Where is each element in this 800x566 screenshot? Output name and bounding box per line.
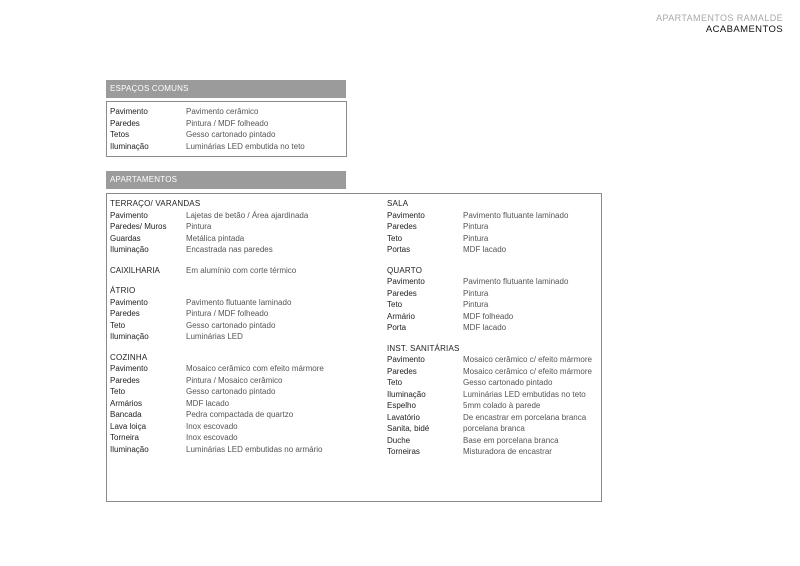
spec-value: Gesso cartonado pintado bbox=[186, 320, 276, 330]
spec-row bbox=[387, 221, 592, 233]
spec-label: Porta bbox=[387, 323, 407, 332]
spec-row bbox=[110, 398, 324, 410]
spec-row bbox=[110, 409, 324, 421]
spec-row bbox=[387, 322, 592, 334]
spec-label: Paredes bbox=[387, 288, 417, 298]
spec-label: Teto bbox=[110, 387, 126, 396]
spec-value: porcelana branca bbox=[463, 424, 525, 433]
spec-row bbox=[387, 244, 592, 256]
spec-label: Iluminação bbox=[387, 389, 426, 399]
spec-row bbox=[110, 320, 324, 332]
spec-value: Luminárias LED embutidas no armário bbox=[186, 444, 323, 454]
spec-label: CAIXILHARIA bbox=[110, 265, 160, 275]
spec-group bbox=[110, 198, 324, 256]
comuns-list bbox=[110, 106, 305, 152]
spec-row bbox=[110, 432, 324, 444]
page-header bbox=[656, 12, 783, 36]
spec-label: Armário bbox=[387, 311, 416, 321]
spec-label: Teto bbox=[110, 320, 126, 330]
spec-label: Torneiras bbox=[387, 447, 420, 456]
spec-value: Luminárias LED bbox=[186, 332, 243, 341]
spec-group-title: COZINHA bbox=[110, 352, 148, 362]
spec-row bbox=[110, 297, 324, 309]
spec-value: Pavimento cerâmico bbox=[186, 107, 259, 116]
spec-row bbox=[387, 446, 592, 458]
spec-label: Portas bbox=[387, 245, 411, 254]
spec-group-title: INST. SANITÁRIAS bbox=[387, 343, 460, 353]
spec-label: Paredes bbox=[110, 375, 140, 385]
spec-value: Em alumínio com corte térmico bbox=[186, 265, 297, 275]
spec-row bbox=[387, 400, 592, 412]
spec-label: Lavatório bbox=[387, 412, 420, 422]
section-header-apartamentos: APARTAMENTOS bbox=[106, 171, 346, 189]
spec-value: Gesso cartonado pintado bbox=[186, 130, 276, 139]
spec-label: Pavimento bbox=[110, 210, 148, 220]
spec-group-title: QUARTO bbox=[387, 265, 423, 275]
spec-group-title: ÁTRIO bbox=[110, 286, 136, 295]
spec-row bbox=[110, 265, 324, 277]
spec-value: Misturadora de encastrar bbox=[463, 447, 552, 456]
spec-row bbox=[387, 423, 592, 435]
spec-row bbox=[387, 435, 592, 447]
spec-group-title: SALA bbox=[387, 199, 409, 208]
spec-row bbox=[387, 288, 592, 300]
spec-row bbox=[110, 129, 305, 141]
spec-value: MDF lacado bbox=[463, 245, 507, 254]
spec-label: Torneira bbox=[110, 433, 139, 442]
spec-row bbox=[387, 311, 592, 323]
spec-label: Teto bbox=[387, 233, 403, 243]
spec-row bbox=[387, 299, 592, 311]
spec-value: Pintura bbox=[463, 288, 489, 298]
spec-label: Paredes bbox=[387, 222, 417, 231]
spec-row bbox=[110, 118, 305, 130]
spec-group bbox=[110, 285, 324, 343]
spec-row bbox=[110, 363, 324, 375]
spec-value: Inox escovado bbox=[186, 421, 238, 431]
spec-value: Pintura / MDF folheado bbox=[186, 118, 269, 128]
spec-row bbox=[387, 412, 592, 424]
spec-value: Pavimento flutuante laminado bbox=[186, 297, 292, 307]
spec-group bbox=[387, 265, 592, 334]
spec-label: Pavimento bbox=[110, 297, 148, 307]
spec-label: Guardas bbox=[110, 233, 141, 243]
spec-label: Teto bbox=[387, 378, 403, 387]
spec-row bbox=[110, 210, 324, 222]
spec-group bbox=[110, 265, 324, 277]
spec-row bbox=[387, 354, 592, 366]
spec-row bbox=[110, 221, 324, 233]
spec-row bbox=[110, 386, 324, 398]
spec-value: Luminárias LED embutida no teto bbox=[186, 141, 305, 151]
spec-label: Bancada bbox=[110, 410, 142, 419]
spec-label: Iluminação bbox=[110, 444, 149, 454]
spec-row bbox=[387, 377, 592, 389]
spec-row bbox=[110, 106, 305, 118]
spec-label: Lava loiça bbox=[110, 421, 147, 431]
spec-value: Gesso cartonado pintado bbox=[463, 378, 553, 387]
spec-value: Encastrada nas paredes bbox=[186, 245, 273, 254]
spec-row bbox=[387, 276, 592, 288]
spec-value: MDF lacado bbox=[186, 398, 230, 408]
spec-row bbox=[110, 421, 324, 433]
spec-label: Paredes/ Muros bbox=[110, 222, 167, 231]
spec-label: Iluminação bbox=[110, 332, 149, 341]
spec-value: Metálica pintada bbox=[186, 233, 245, 243]
spec-value: Mosaico cerâmico c/ efeito mármore bbox=[463, 355, 592, 364]
spec-label: Pavimento bbox=[387, 210, 425, 220]
spec-label: Iluminação bbox=[110, 141, 149, 151]
spec-label: Paredes bbox=[110, 118, 140, 128]
spec-label: Duche bbox=[387, 435, 411, 445]
section-box-apartamentos bbox=[106, 193, 602, 502]
spec-value: Pintura / MDF folheado bbox=[186, 309, 269, 318]
spec-value: Pedra compactada de quartzo bbox=[186, 410, 294, 419]
spec-label: Armários bbox=[110, 398, 143, 408]
spec-row bbox=[110, 233, 324, 245]
spec-label: Pavimento bbox=[387, 355, 425, 364]
apartamentos-right-column bbox=[387, 198, 592, 467]
spec-value: Pintura bbox=[463, 222, 489, 231]
section-header-comuns: ESPAÇOS COMUNS bbox=[106, 80, 346, 98]
spec-row bbox=[387, 233, 592, 245]
spec-row bbox=[110, 141, 305, 153]
spec-value: Pintura bbox=[463, 233, 489, 243]
spec-label: Pavimento bbox=[387, 277, 425, 286]
spec-value: Pavimento flutuante laminado bbox=[463, 277, 569, 286]
spec-value: Gesso cartonado pintado bbox=[186, 387, 276, 396]
spec-value: MDF folheado bbox=[463, 311, 514, 321]
spec-label: Paredes bbox=[387, 366, 417, 376]
spec-value: Pintura bbox=[186, 222, 212, 231]
spec-row bbox=[387, 210, 592, 222]
document-title: ACABAMENTOS bbox=[705, 24, 783, 35]
spec-label: Pavimento bbox=[110, 107, 148, 116]
spec-label: Paredes bbox=[110, 309, 140, 318]
spec-value: Pavimento flutuante laminado bbox=[463, 210, 569, 220]
spec-row bbox=[110, 244, 324, 256]
spec-value: 5mm colado à parede bbox=[463, 401, 541, 410]
spec-group bbox=[387, 198, 592, 256]
spec-value: Inox escovado bbox=[186, 433, 238, 442]
spec-label: Teto bbox=[387, 300, 403, 309]
spec-group bbox=[110, 352, 324, 456]
spec-label: Iluminação bbox=[110, 245, 149, 254]
spec-value: MDF lacado bbox=[463, 323, 507, 332]
project-title: APARTAMENTOS RAMALDE bbox=[656, 13, 783, 23]
spec-group bbox=[387, 343, 592, 458]
spec-value: Luminárias LED embutidas no teto bbox=[463, 389, 586, 399]
spec-row bbox=[110, 444, 324, 456]
spec-value: Base em porcelana branca bbox=[463, 435, 559, 445]
apartamentos-left-column bbox=[110, 198, 324, 464]
spec-value: Mosaico cerâmico c/ efeito mármore bbox=[463, 366, 592, 376]
spec-row bbox=[387, 389, 592, 401]
spec-group-title: TERRAÇO/ VARANDAS bbox=[110, 199, 201, 208]
spec-row bbox=[110, 308, 324, 320]
spec-row bbox=[387, 366, 592, 378]
spec-value: Pintura / Mosaico cerâmico bbox=[186, 375, 283, 385]
spec-label: Tetos bbox=[110, 130, 130, 139]
spec-value: Lajetas de betão / Área ajardinada bbox=[186, 210, 309, 220]
spec-value: Mosaico cerâmico com efeito mármore bbox=[186, 364, 324, 373]
spec-row bbox=[110, 331, 324, 343]
section-box-comuns bbox=[106, 101, 347, 157]
spec-row bbox=[110, 375, 324, 387]
spec-label: Pavimento bbox=[110, 364, 148, 373]
spec-value: De encastrar em porcelana branca bbox=[463, 412, 587, 422]
spec-label: Espelho bbox=[387, 401, 416, 410]
spec-value: Pintura bbox=[463, 300, 489, 309]
spec-label: Sanita, bidé bbox=[387, 424, 430, 433]
